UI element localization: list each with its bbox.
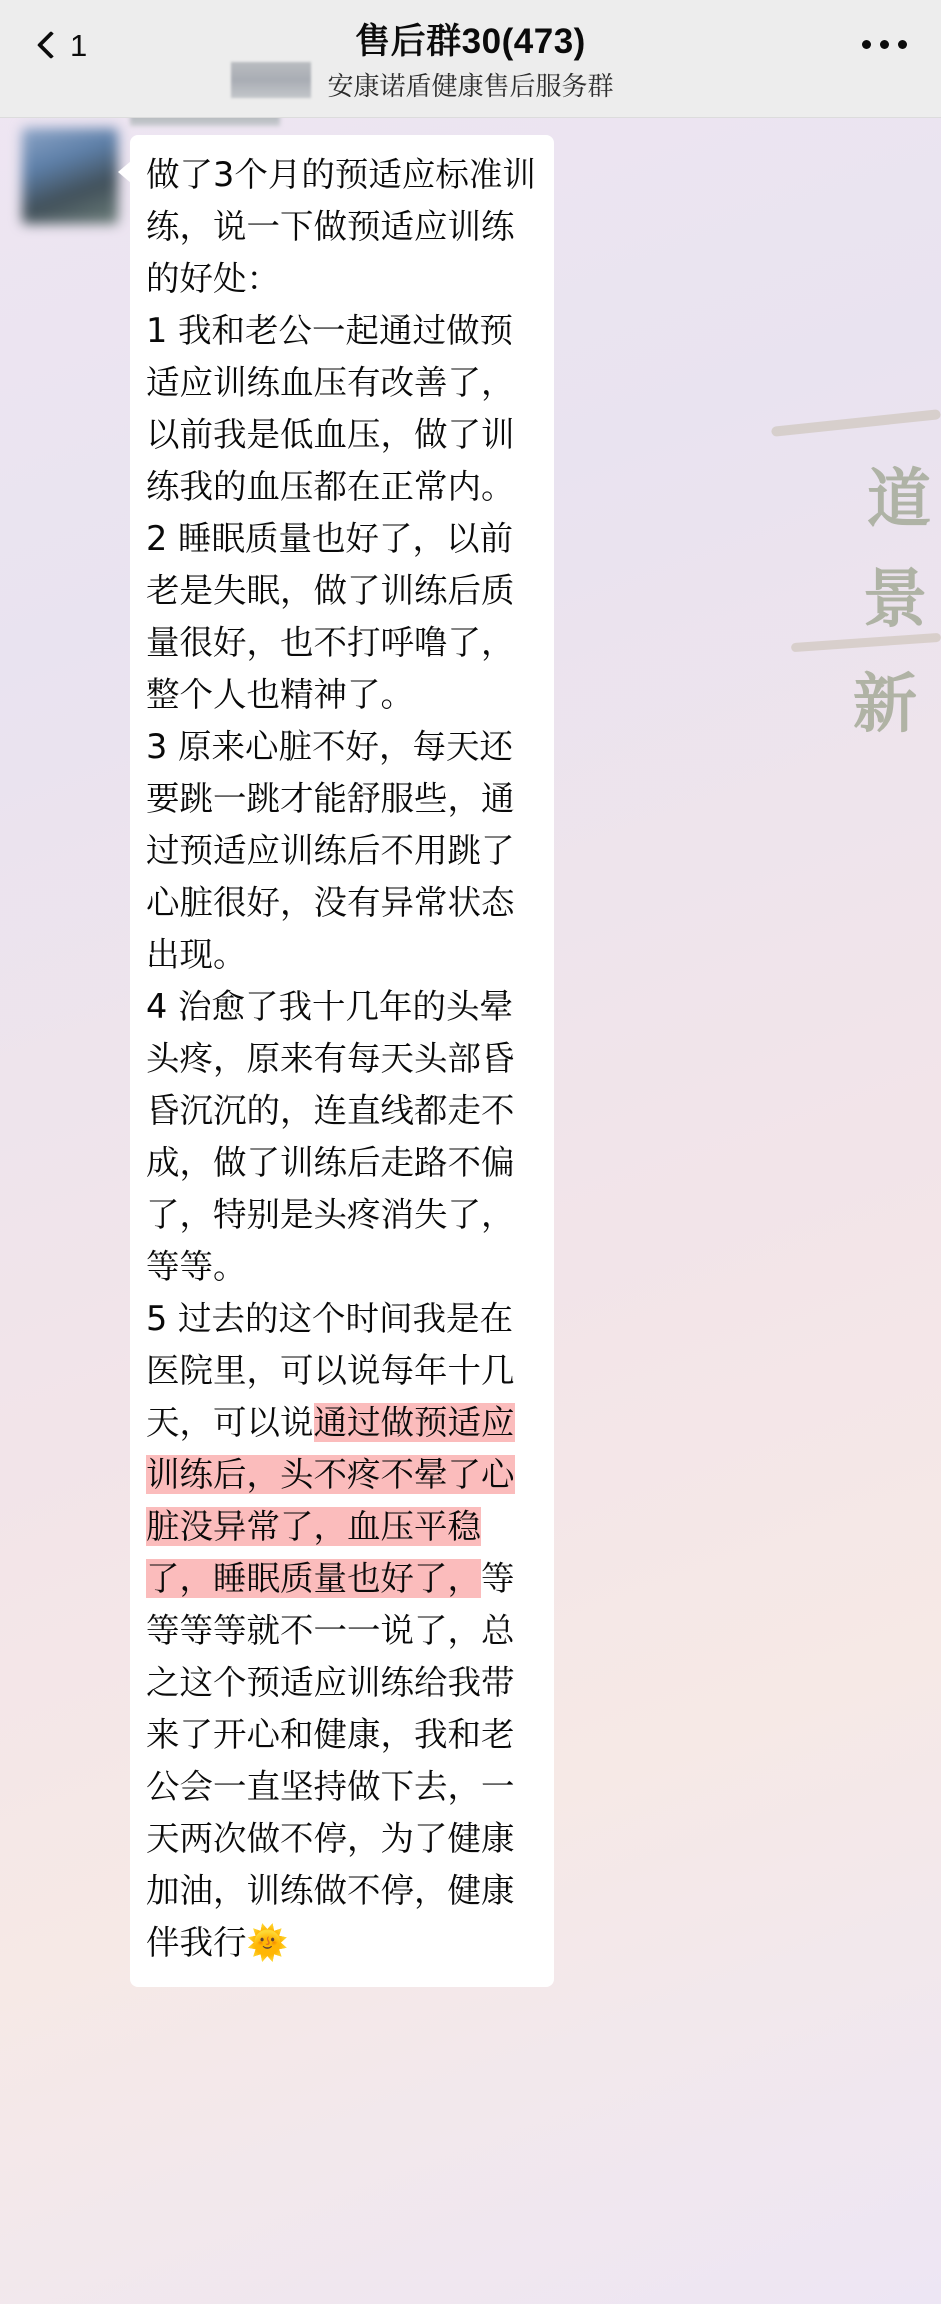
wallpaper-stroke-1 <box>771 409 941 437</box>
wallpaper-char-3: 新 <box>853 667 917 742</box>
message-paragraph-6-suffix: 等等等等就不一一说了，总之这个预适应训练给我带来了开心和健康，我和老公会一直坚持做下去，一天两次做不停，为了健康加油，训练做不停，健康伴我行🌞 <box>146 1559 515 1962</box>
wallpaper-char-2: 景 <box>863 562 927 637</box>
wallpaper-char-1: 道 <box>867 462 931 537</box>
more-dots-icon <box>880 40 889 49</box>
subtitle-blur-mask <box>231 62 311 98</box>
message-paragraph-5: 4 治愈了我十几年的头晕头疼，原来有每天头部昏昏沉沉的，连直线都走不成，做了训练后走路不偏了，特别是头疼消失了，等等。 <box>146 987 515 1286</box>
message-paragraph-3: 2 睡眠质量也好了，以前老是失眠，做了训练后质量很好，也不打呼噜了，整个人也精神了。 <box>146 519 515 714</box>
more-dots-icon <box>862 40 871 49</box>
chat-header <box>0 0 941 118</box>
message-paragraph-4: 3 原来心脏不好，每天还要跳一跳才能舒服些，通过预适应训练后不用跳了心脏很好，没有异常状态出现。 <box>146 727 515 974</box>
avatar[interactable] <box>22 128 118 224</box>
message-paragraph-1: 做了3个月的预适应标准训练，说一下做预适应训练的好处： <box>146 155 536 298</box>
message-paragraph-2: 1 我和老公一起通过做预适应训练血压有改善了，以前我是低血压，做了训练我的血压都在正常内。 <box>146 311 515 506</box>
message-highlighted-text: 通过做预适应训练后，头不疼不晕了心脏没异常了，血压平稳了，睡眠质量也好了， <box>146 1403 515 1598</box>
message-paragraph-6-prefix: 5 过去的这个时间我是在医院里，可以说每年十几天，可以说 <box>146 1299 515 1442</box>
more-options-button[interactable] <box>862 40 907 49</box>
more-dots-icon <box>898 40 907 49</box>
page-title: 售后群30(473) <box>355 22 586 61</box>
group-subtitle: 安康诺盾健康售后服务群 <box>327 71 614 101</box>
message-text <box>146 149 540 1969</box>
back-unread-count: 1 <box>70 28 88 63</box>
wallpaper-stroke-2 <box>791 633 941 652</box>
wallpaper-art <box>641 118 941 2304</box>
message-bubble[interactable] <box>130 135 554 1987</box>
